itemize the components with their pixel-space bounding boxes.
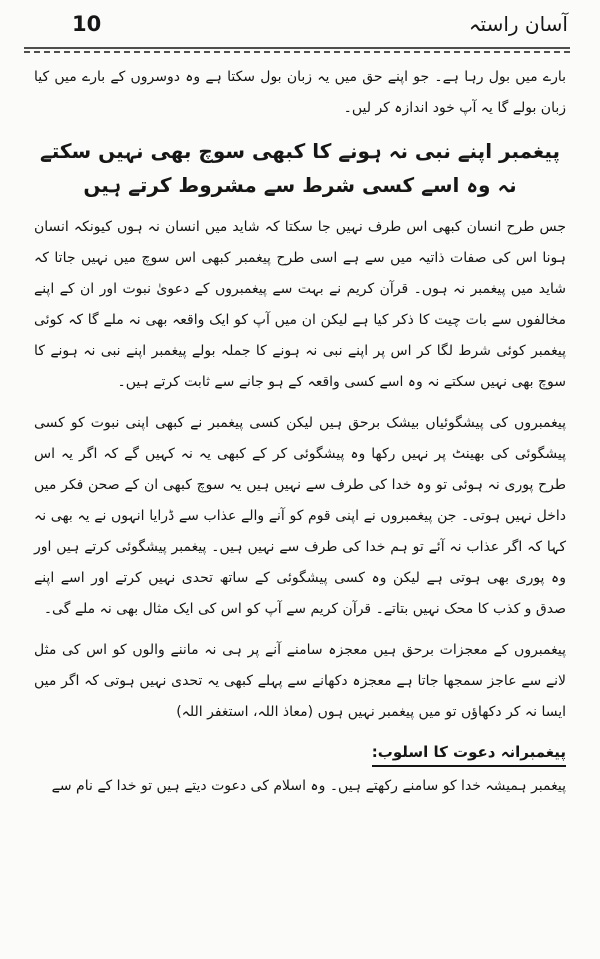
paragraph-3: پیغمبروں کے معجزات برحق ہیں معجزہ سامنے آنے پر ہی نہ ماننے والوں کو اس کی مثل لانے سے عاجز سمجھا جاتا ہے معجزہ دکھانے سے پہلے کبھی یہ تحدی نہیں ہوتی کہ اگر میں ایسا نہ کر دکھاؤں تو میں پیغمبر نہیں ہوں (معاذ اللہ، استغفر اللہ)	[34, 642, 566, 720]
running-title: آسان راستہ	[468, 12, 568, 36]
heading-line-2: نہ وہ اسے کسی شرط سے مشروط کرتے ہیں	[83, 173, 517, 197]
page-number: 10	[72, 12, 102, 36]
section-heading	[34, 134, 566, 202]
paragraph-2: پیغمبروں کی پیشگوئیاں بیشک برحق ہیں لیکن کسی پیغمبر نے کبھی اپنی نبوت کو کسی پیشگوئی کی بھینٹ پر نہیں رکھا وہ پیشگوئی کر کے کبھی یہ نہ کہیں گے کہ اگر یہ اس طرح پوری نہ ہوئی تو وہ خدا کی طرف سے نہیں ہیں یہ سوچ کبھی ان کے صحن فکر میں داخل نہیں ہوتی۔ جن پیغمبروں نے اپنی قوم کو آنے والے عذاب سے ڈرایا انہوں نے یہ بھی نہ کہا کہ اگر عذاب نہ آئے تو ہم خدا کی طرف سے نہیں ہیں۔ پیغمبر پیشگوئی کرتے ہیں اور وہ پوری بھی ہوتی ہے لیکن وہ کسی پیشگوئی کے ساتھ تحدی نہیں کرتے اور اسے اپنے صدق و کذب کا محک نہیں بتاتے۔ قرآن کریم سے آپ کو اس کی ایک مثال بھی نہ ملے گی۔	[34, 415, 566, 617]
page-body	[34, 62, 566, 812]
heading-line-1: پیغمبر اپنے نبی نہ ہونے کا کبھی سوچ بھی نہیں سکتے	[40, 139, 560, 163]
subheading-wrapper	[34, 738, 566, 771]
paragraph-1: جس طرح انسان کبھی اس طرف نہیں جا سکتا کہ شاید میں انسان نہ ہوں کیونکہ انسان ہونا اس کی صفات ذاتیہ میں سے ہے اسی طرح پیغمبر کبھی اس سوچ میں نہیں جاتا کہ شاید میں پیغمبر نہ ہوں۔ قرآن کریم نے بہت سے پیغمبروں کے دعویٰ نبوت اور ان کے اپنے مخالفوں سے بات چیت کا ذکر کیا ہے لیکن ان میں آپ کو ایک واقعہ بھی نہ ملے گا کہ کوئی پیغمبر کوئی شرط لگا کر اس پر اپنے نبی نہ ہونے کا جملہ بولے پیغمبر اپنے نبی نہ ہونے کا سوچ بھی نہیں سکتے نہ وہ اسے کسی واقعہ کے ہو جانے سے ثابت کرتے ہیں۔	[34, 219, 566, 390]
page-header	[24, 6, 570, 52]
header-rule	[24, 46, 570, 54]
paragraph-intro: بارے میں بول رہا ہے۔ جو اپنے حق میں یہ زبان بول سکتا ہے وہ دوسروں کے بارے میں کیا زبان بولے گا یہ آپ خود اندازہ کر لیں۔	[34, 69, 566, 116]
subheading: پیغمبرانہ دعوت کا اسلوب:	[372, 739, 566, 767]
paragraph-4: پیغمبر ہمیشہ خدا کو سامنے رکھتے ہیں۔ وہ اسلام کی دعوت دیتے ہیں تو خدا کے نام سے	[51, 778, 566, 794]
